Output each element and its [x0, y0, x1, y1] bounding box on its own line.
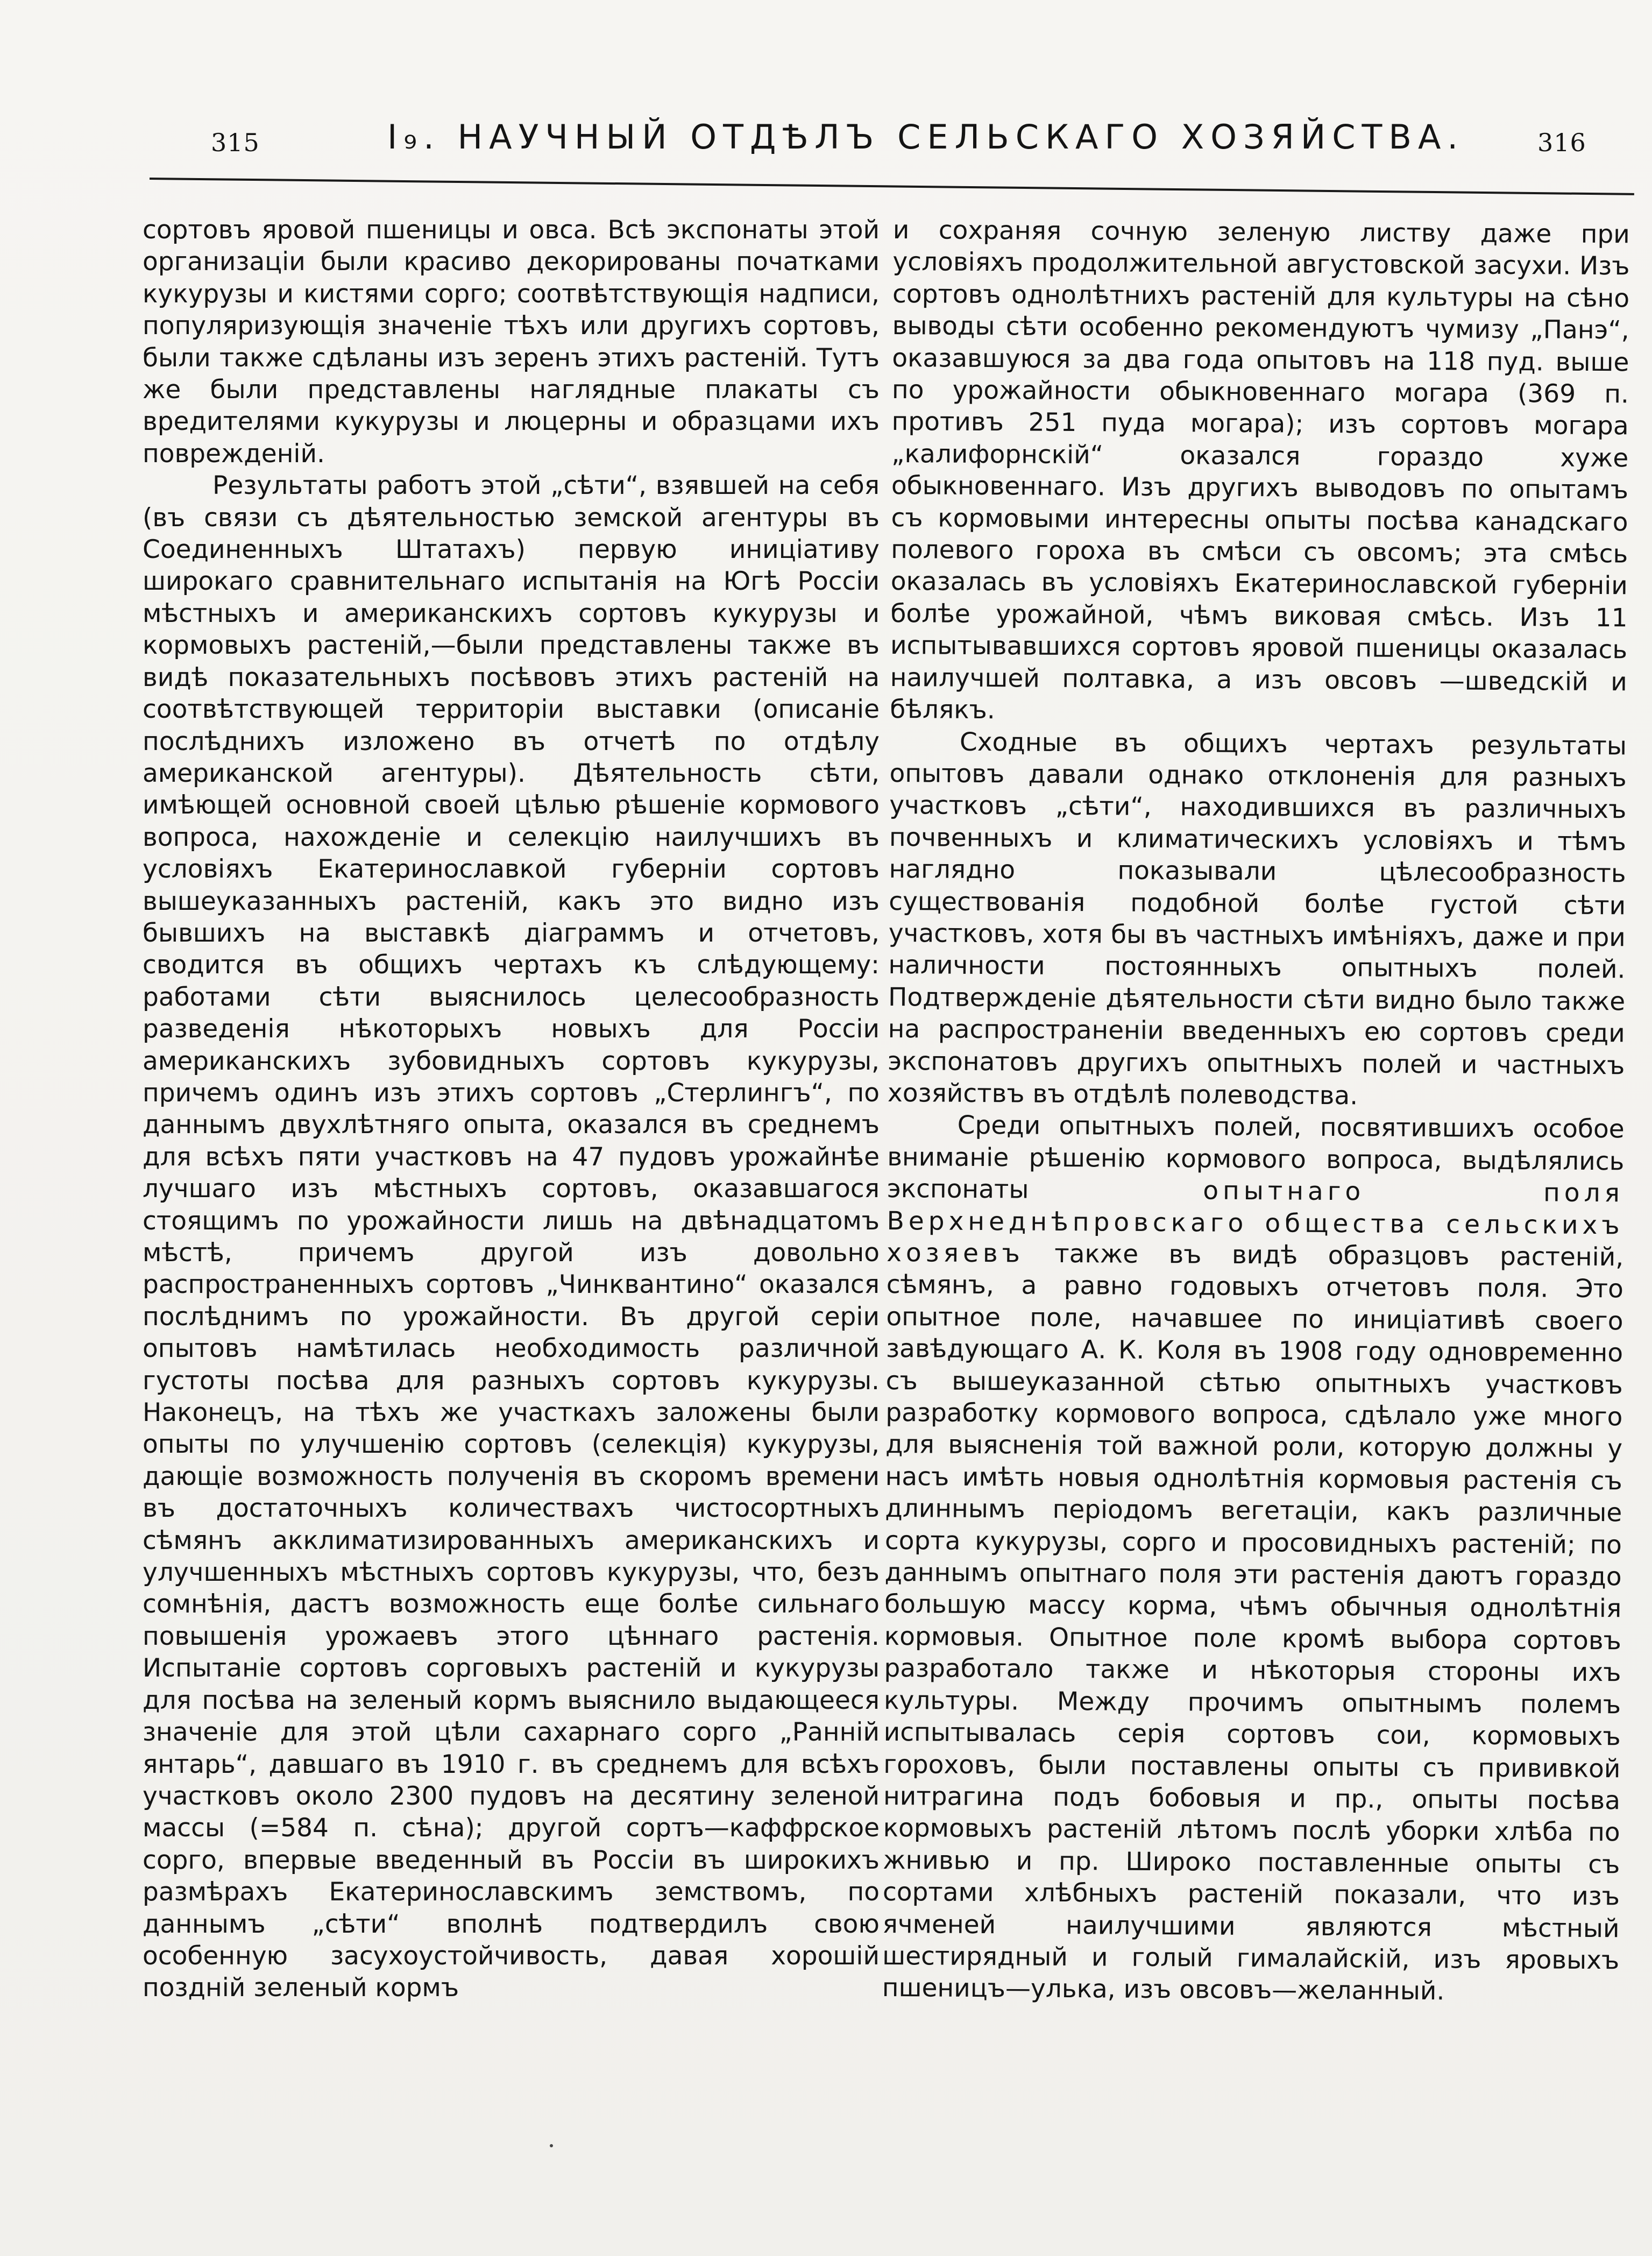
- paragraph: Результаты работъ этой „сѣти“, взявшей на себя (въ связи съ дѣятельностью земской агентуры въ Соединенныхъ Штатахъ) первую иниціативу широкаго сравнительнаго испытанія на Югѣ Россіи мѣстныхъ и американскихъ сортовъ кукурузы и кормовыхъ растеній,—были представлены также въ видѣ показательныхъ посѣвовъ этихъ растеній на соотвѣтствующей территоріи выставки (описаніе послѣднихъ изложено въ отчетѣ по отдѣлу американской агентуры). Дѣятельность сѣти, имѣющей основной своей цѣлью рѣшеніе кормового вопроса, нахожденіе и селекцію наилучшихъ въ условіяхъ Екатеринославкой губерніи сортовъ вышеуказанныхъ растеній, какъ это видно изъ бывшихъ на выставкѣ діаграммъ и отчетовъ, сводится въ общихъ чертахъ къ слѣдующему: работами сѣти выяснилось целесообразность разведенія нѣкоторыхъ новыхъ для Россіи американскихъ зубовидныхъ сортовъ кукурузы, причемъ одинъ изъ этихъ сортовъ „Стерлингъ“, по даннымъ двухлѣтняго опыта, оказался въ среднемъ для всѣхъ пяти участковъ на 47 пудовъ урожайнѣе лучшаго изъ мѣстныхъ сортовъ, оказавшагося стоящимъ по урожайности лишь на двѣнадцатомъ мѣстѣ, причемъ другой изъ довольно распространенныхъ сортовъ „Чинквантино“ оказался послѣднимъ по урожайности. Въ другой серіи опытовъ намѣтилась необходимость различной густоты посѣва для разныхъ сортовъ кукурузы. Наконецъ, на тѣхъ же участкахъ заложены были опыты по улучшенію сортовъ (селекція) кукурузы, дающіе возможность полученія въ скоромъ времени въ достаточныхъ количествахъ чистосортныхъ сѣмянъ акклиматизированныхъ американскихъ и улучшенныхъ мѣстныхъ сортовъ кукурузы, что, безъ сомнѣнія, дастъ возможность еще болѣе сильнаго повышенія урожаевъ этого цѣннаго растенія. Испытаніе сортовъ сорговыхъ растеній и кукурузы для посѣва на зеленый кормъ выяснило выдающееся значеніе для этой цѣли сахарнаго сорго „Ранній янтарь“, давшаго въ 1910 г. въ среднемъ для всѣхъ участковъ около 2300 пудовъ на десятину зеленой массы (=584 п. сѣна); другой сортъ—каффрское сорго, впервые введенный въ Россіи въ широкихъ размѣрахъ Екатеринославскимъ земствомъ, по даннымъ „сѣти“ вполнѣ подтвердилъ свою особенную засухоустойчивость, давая хорошій поздній зеленый кормъ: [143, 471, 880, 2003]
- text-run: Среди опытныхъ полей, посвятившихъ особое вниманіе рѣшенію кормового вопроса, выдѣлялись экспонаты: [887, 1111, 1625, 1206]
- header-rule: [150, 178, 1634, 195]
- spaced-emphasis: опытнаго поля Верхнеднѣпровскаго общества сельскихъ хозяевъ: [887, 1176, 1625, 1269]
- text-run: также въ видѣ образцовъ растеній, сѣмянъ, а равно годовыхъ отчетовъ поля. Это опытное поле, начавшее по иниціативѣ своего завѣдующаго А. К. Коля въ 1908 году одновременно съ вышеуказанной сѣтью опытныхъ участковъ разработку кормового вопроса, сдѣлало уже много для выясненія той важной роли, которую должны у насъ имѣть новыя однолѣтнія кормовыя растенія съ длиннымъ періодомъ вегетаціи, какъ различные сорта кукурузы, сорго и просовидныхъ растеній; по даннымъ опытнаго поля эти растенія даютъ гораздо большую массу корма, чѣмъ обычныя однолѣтнія кормовыя. Опытное поле кромѣ выбора сортовъ разработало также и нѣкоторыя стороны ихъ культуры. Между прочимъ опытнымъ полемъ испытывалась серія сортовъ сои, кормовыхъ гороховъ, были поставлены опыты съ прививкой нитрагина подъ бобовыя и пр., опыты посѣва кормовыхъ растеній лѣтомъ послѣ уборки хлѣба по жнивью и пр. Широко поставленные опыты съ сортами хлѣбныхъ растеній показали, что изъ ячменей наилучшими являются мѣстный шестирядный и голый гималайскій, изъ яровыхъ пшеницъ—улька, изъ овсовъ—желанный.: [882, 1239, 1624, 2006]
- page-number-left: 315: [211, 128, 260, 157]
- ink-speck: [550, 2144, 553, 2147]
- paragraph: Сходные въ общихъ чертахъ результаты опытовъ давали однако отклоненія для разныхъ участковъ „сѣти“, находившихся въ различныхъ почвенныхъ и климатическихъ условіяхъ и тѣмъ наглядно показывали цѣлесообразность существованія подобной болѣе густой сѣти участковъ, хотя бы въ частныхъ имѣніяхъ, даже и при наличности постоянныхъ опытныхъ полей. Подтвержденіе дѣятельности сѣти видно было также на распространеніи введенныхъ ею сортовъ среди экспонатовъ другихъ опытныхъ полей и частныхъ хозяйствъ въ отдѣлѣ полеводства.: [887, 727, 1627, 1111]
- paragraph: и сохраняя сочную зеленую листву даже при условіяхъ продолжительной августовской засухи. Изъ сортовъ однолѣтнихъ растеній для культуры на сѣно выводы сѣти особенно рекомендуютъ чумизу „Панэ“, оказавшуюся за два года опытовъ на 118 пуд. выше по урожайности обыкновеннаго могара (369 п. противъ 251 пуда могара); изъ сортовъ могара „калифорнскій“ оказался гораздо хуже обыкновеннаго. Изъ другихъ выводовъ по опытамъ съ кормовыми интересны опыты посѣва канадскаго полевого гороха въ смѣси съ овсомъ; эта смѣсь оказалась въ условіяхъ Екатеринославской губерніи болѣе урожайной, чѣмъ виковая смѣсь. Изъ 11 испытывавшихся сортовъ яровой пшеницы оказалась наилучшей полтавка, а изъ овсовъ —шведскій и бѣлякъ.: [890, 215, 1630, 725]
- running-head: I₉. НАУЧНЫЙ ОТДѢЛЪ СЕЛЬСКАГО ХОЗЯЙСТВА.: [387, 117, 1465, 157]
- left-column: [143, 214, 880, 2004]
- paragraph: [882, 1109, 1625, 2009]
- right-column: [882, 214, 1630, 2009]
- page-number-right: 316: [1537, 128, 1586, 157]
- paragraph: сортовъ яровой пшеницы и овса. Всѣ экспонаты этой организаціи были красиво декорированы початками кукурузы и кистями сорго; соотвѣтствующія надписи, популяризующія значеніе тѣхъ или другихъ сортовъ, были также сдѣланы изъ зеренъ этихъ растеній. Тутъ же были представлены наглядные плакаты съ вредителями кукурузы и люцерны и образцами ихъ поврежденій.: [143, 215, 880, 469]
